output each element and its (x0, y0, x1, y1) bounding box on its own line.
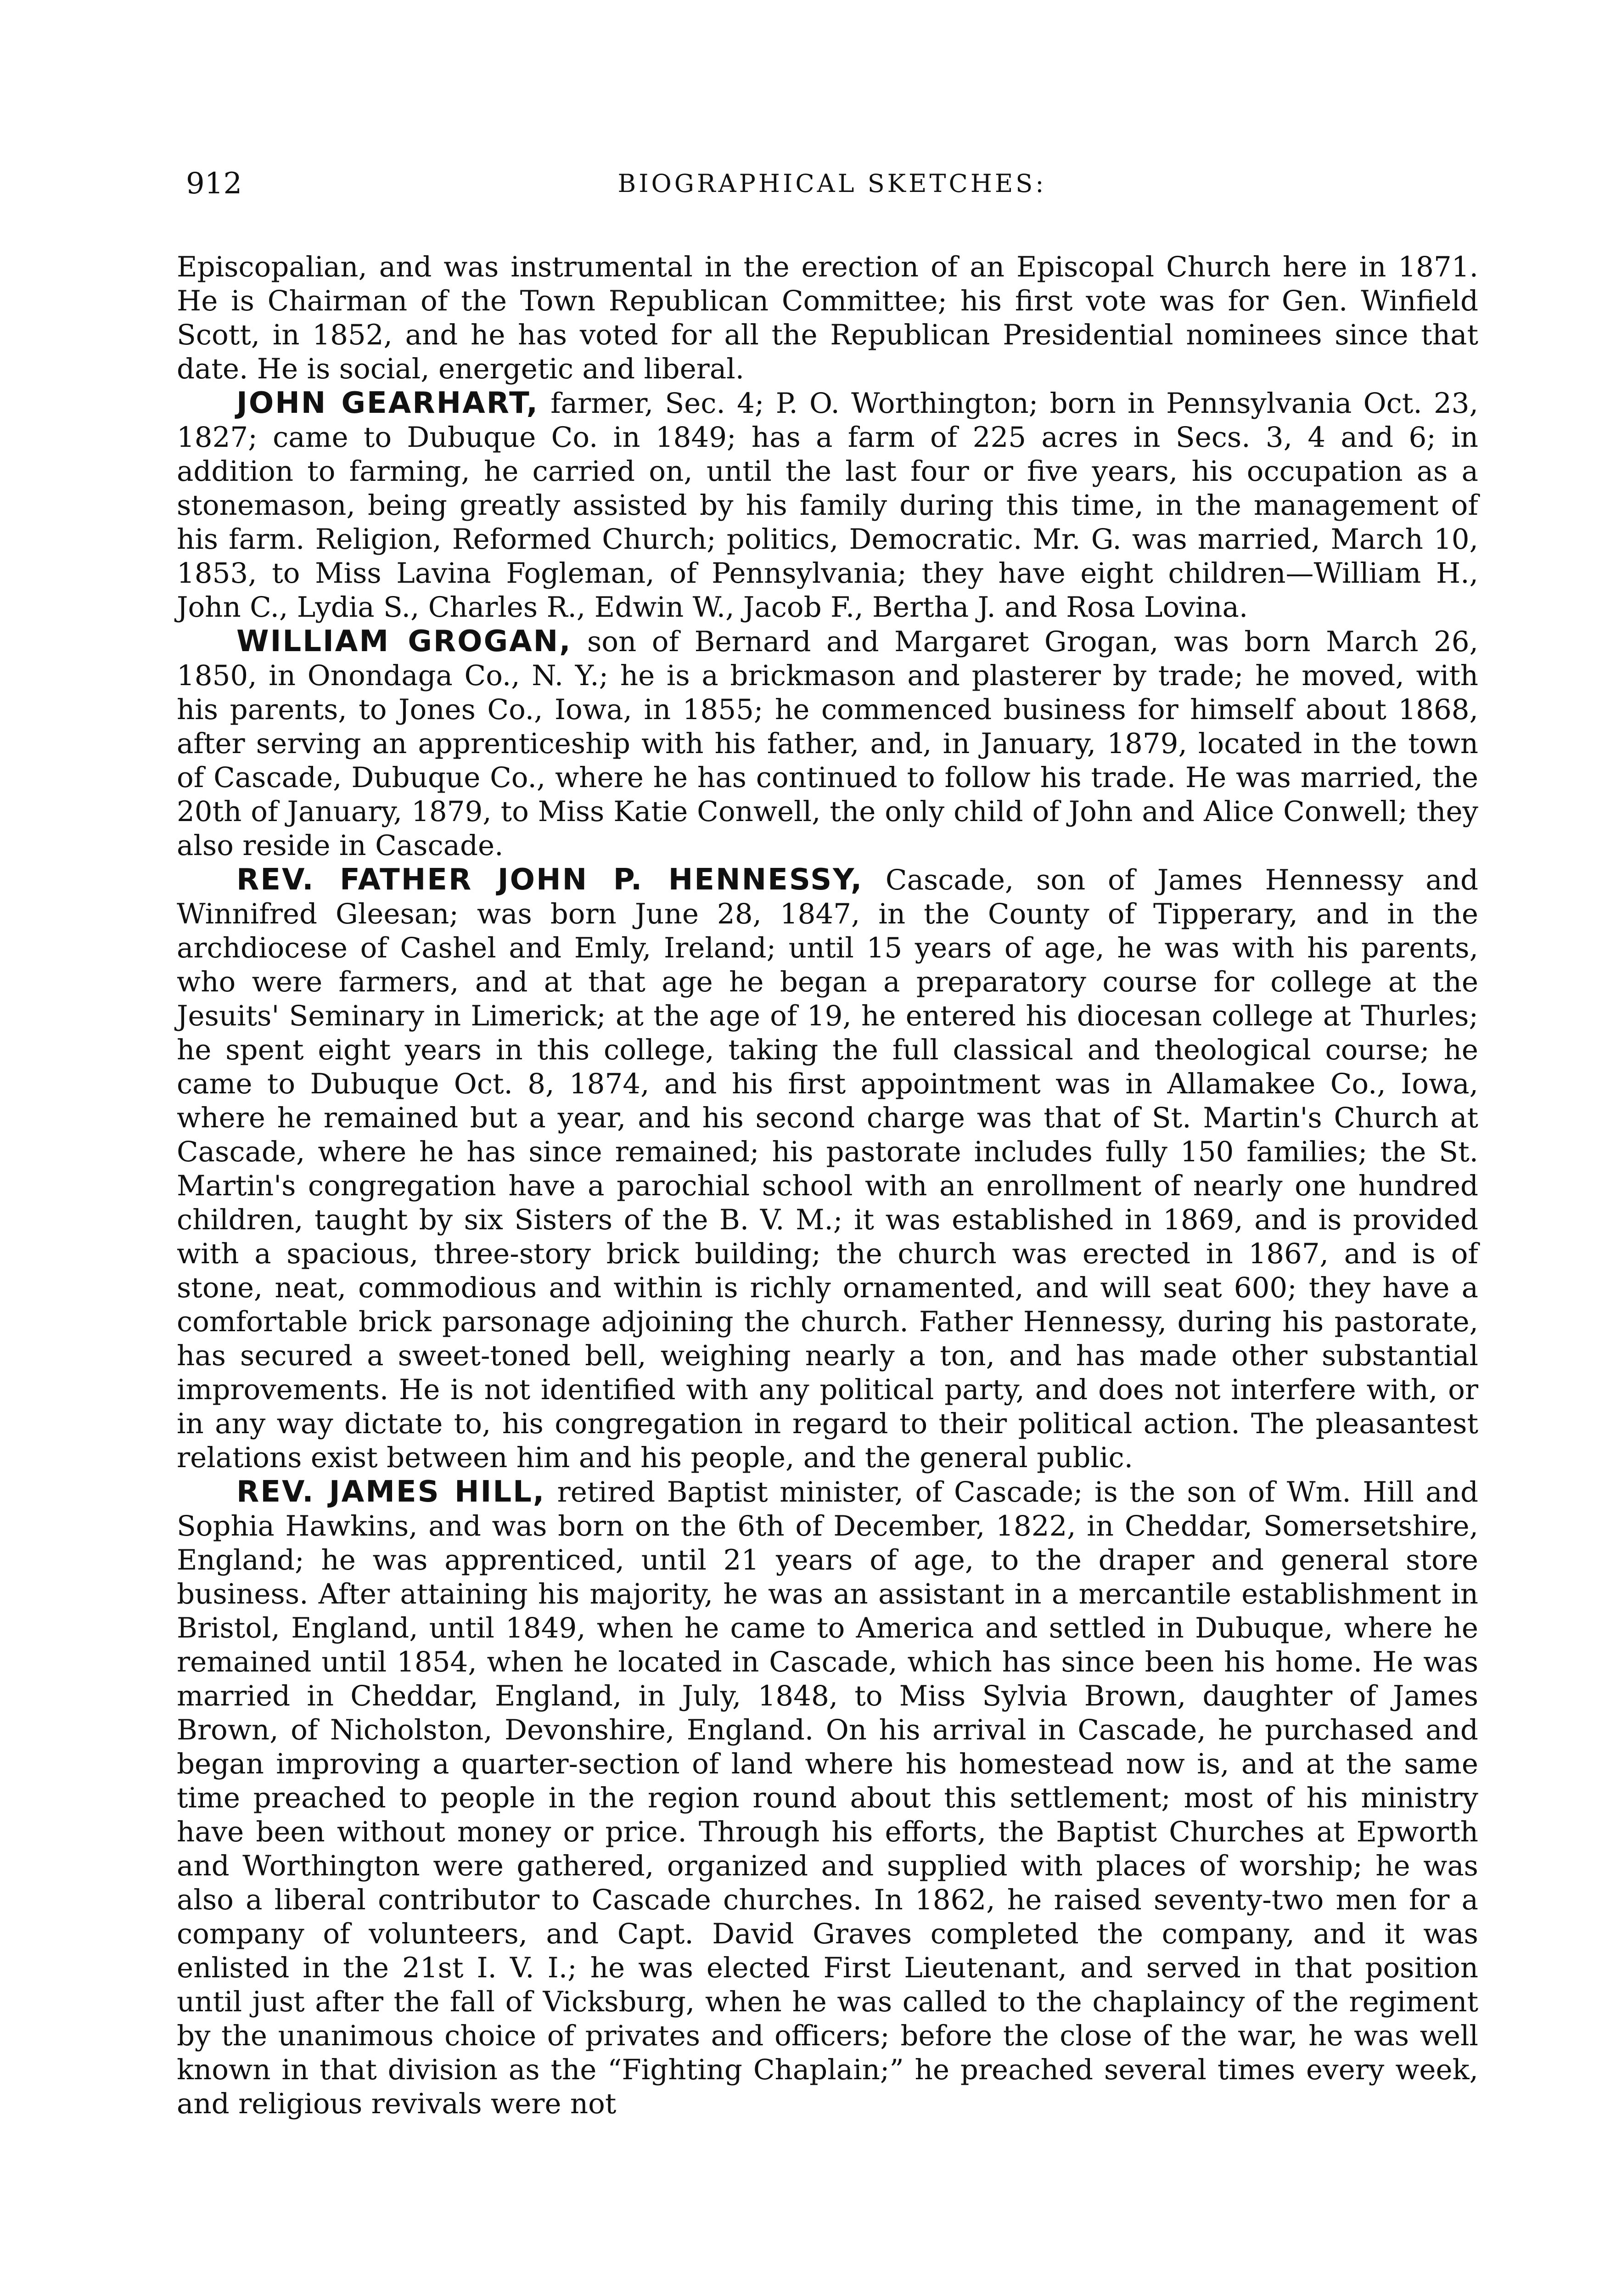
entry-name: REV. FATHER JOHN P. HENNESSY, (236, 863, 864, 897)
entry-text: son of Bernard and Margaret Grogan, was born March 26, 1850, in Onondaga Co., N. Y.; he is a brickmason and plasterer by trade; he moved, with his parents, to Jones Co., Iowa, in 1855; he commenced business for himself about 1868, after serving an apprenticeship with his father, and, in January, 1879, located in the town of Cascade, Dubuque Co., where he has continued to follow his trade. He was married, the 20th of January, 1879, to Miss Katie Conwell, the only child of John and Alice Conwell; they also reside in Cascade. (177, 625, 1479, 862)
entry-name: JOHN GEARHART, (236, 386, 539, 420)
entry-text: Cascade, son of James Hennessy and Winnifred Gleesan; was born June 28, 1847, in the County of Tipperary, and in the archdiocese of Cashel and Emly, Ireland; until 15 years of age, he was with his parents, who were farmers, and at that age he began a preparatory course for college at the Jesuits' Seminary in Limerick; at the age of 19, he entered his diocesan college at Thurles; he spent eight years in this college, taking the full classical and theological course; he came to Dubuque Oct. 8, 1874, and his first appointment was in Allamakee Co., Iowa, where he remained but a year, and his second charge was that of St. Martin's Church at Cascade, where he has since remained; his pastorate includes fully 150 families; the St. Martin's congregation have a parochial school with an enrollment of nearly one hundred children, taught by six Sisters of the B. V. M.; it was established in 1869, and is provided with a spacious, three-story brick building; the church was erected in 1867, and is of stone, neat, commodious and within is richly ornamented, and will seat 600; they have a comfortable brick parsonage adjoining the church. Father Hennessy, during his pastorate, has secured a sweet-toned bell, weighing nearly a ton, and has made other substantial improvements. He is not identified with any political party, and does not interfere with, or in any way dictate to, his congregation in regard to their political action. The pleasantest relations exist between him and his people, and the general public. (177, 864, 1479, 1474)
entry-grogan (177, 625, 1478, 863)
entry-hennessy (177, 863, 1478, 1475)
entry-text: farmer, Sec. 4; P. O. Worthington; born in Pennsylvania Oct. 23, 1827; came to Dubuque Co. in 1849; has a farm of 225 acres in Secs. 3, 4 and 6; in addition to farming, he carried on, until the last four or five years, his occupation as a stonemason, being greatly assisted by his family during this time, in the management of his farm. Religion, Reformed Church; politics, Democratic. Mr. G. was married, March 10, 1853, to Miss Lavina Fogleman, of Pennsylvania; they have eight children—William H., John C., Lydia S., Charles R., Edwin W., Jacob F., Bertha J. and Rosa Lovina. (177, 387, 1479, 624)
running-title: BIOGRAPHICAL SKETCHES: (617, 169, 1047, 198)
entry-hill (177, 1475, 1478, 2121)
entry-text: retired Baptist minister, of Cascade; is the son of Wm. Hill and Sophia Hawkins, and was born on the 6th of December, 1822, in Cheddar, Somersetshire, England; he was apprenticed, until 21 years of age, to the draper and general store business. After attaining his majority, he was an assistant in a mercantile establishment in Bristol, England, until 1849, when he came to America and settled in Dubuque, where he remained until 1854, when he located in Cascade, which has since been his home. He was married in Cheddar, England, in July, 1848, to Miss Sylvia Brown, daughter of James Brown, of Nicholston, Devonshire, England. On his arrival in Cascade, he purchased and began improving a quarter-section of land where his homestead now is, and at the same time preached to people in the region round about this settlement; most of his ministry have been without money or price. Through his efforts, the Baptist Churches at Epworth and Worthington were gathered, organized and supplied with places of worship; he was also a liberal contributor to Cascade churches. In 1862, he raised seventy-two men for a company of volunteers, and Capt. David Graves completed the company, and it was enlisted in the 21st I. V. I.; he was elected First Lieutenant, and served in that position until just after the fall of Vicksburg, when he was called to the chaplaincy of the regiment by the unanimous choice of privates and officers; before the close of the war, he was well known in that division as the “Fighting Chaplain;” he preached several times every week, and religious revivals were not (177, 1476, 1479, 2120)
entry-name: REV. JAMES HILL, (236, 1475, 546, 1509)
entry-gearhart (177, 386, 1478, 625)
entry-name: WILLIAM GROGAN, (236, 625, 572, 658)
paragraph-continuation (177, 250, 1478, 386)
page-body (177, 250, 1478, 2121)
paragraph-text: Episcopalian, and was instrumental in the erection of an Episcopal Church here in 1871. He is Chairman of the Town Republican Committee; his first vote was for Gen. Winfield Scott, in 1852, and he has voted for all the Republican Presidential nominees since that date. He is social, energetic and liberal. (177, 251, 1478, 385)
page-header (186, 165, 1478, 202)
page-number: 912 (186, 167, 242, 201)
